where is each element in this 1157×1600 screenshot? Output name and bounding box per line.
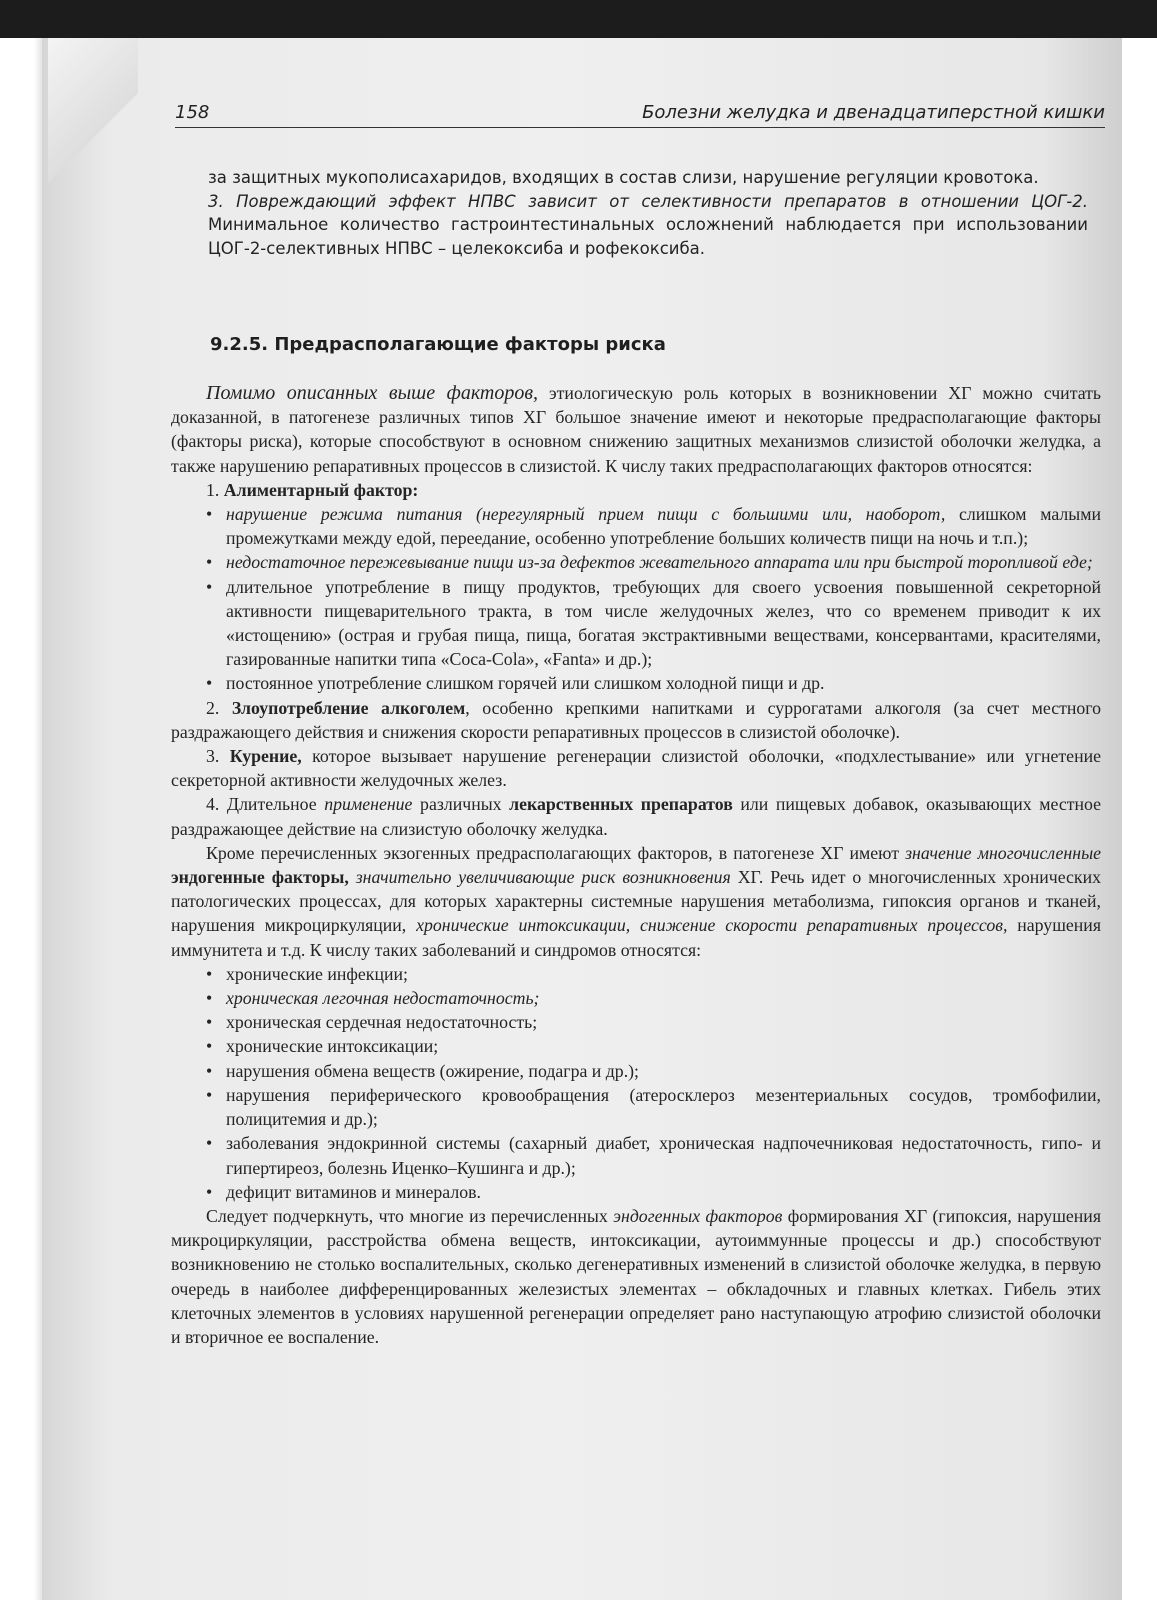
page-corner-fold [48, 38, 138, 188]
point-3 [208, 190, 1088, 261]
item-text: хронические инфекции; [226, 963, 408, 984]
bullet: • [206, 1060, 213, 1081]
item-text: слишком малыми промежутками между едой, переедание, особенно употребление больших количеств пищи на ночь и т.п.); [226, 504, 1101, 549]
endogenous-list [171, 962, 1101, 1204]
list-item [206, 1131, 1101, 1179]
endo-italic-3: хронические интоксикации, снижение скорости репаративных процессов, [416, 915, 1008, 936]
endo-italic-1: значение многочисленные [905, 842, 1101, 863]
factor-4-text: или пищевых добавок, оказывающих местное раздражающее действие на слизистую оболочку желудка. [171, 794, 1101, 839]
point-3-rest: Минимальное количество гастроинтестинальных осложнений наблюдается при использовании ЦОГ-2-селективных НПВС – целекоксиба и рофекоксиба. [208, 215, 1088, 258]
factor-3-number: 3. [206, 746, 230, 767]
factor-4-mid: различных [412, 794, 510, 815]
endo-bold: эндогенные факторы, [171, 867, 349, 888]
list-item [206, 550, 1101, 574]
factor-1-title: Алиментарный фактор: [223, 479, 419, 500]
factor-2-title: Злоупотребление алкоголем [231, 697, 466, 718]
continued-line: за защитных мукополисахаридов, входящих в состав слизи, нарушение регуляции кровотока. [208, 168, 1039, 187]
list-item [206, 1034, 1101, 1058]
list-item [206, 1180, 1101, 1204]
running-header [175, 101, 1105, 128]
item-text: недостаточное пережевывание пищи из-за дефектов жевательного аппарата или при быстрой торопливой еде; [226, 552, 1093, 573]
bullet: • [206, 504, 213, 525]
factor-2 [171, 696, 1101, 744]
bullet: • [206, 576, 213, 597]
endo-text-2: ХГ. Речь идет о многочисленных хронических патологических процессах, для которых характерны системные нарушения метаболизма, гипоксия органов и тканей, нарушения микроциркуляции, [171, 867, 1101, 936]
scan-right-margin [1122, 38, 1157, 1600]
factor-3-text: которое вызывает нарушение регенерации слизистой оболочки, «подхлестывание» или угнетение секреторной активности желудочных желез. [171, 746, 1101, 791]
continued-text [208, 166, 1088, 260]
factor-3 [171, 744, 1101, 792]
running-title: Болезни желудка и двенадцатиперстной кишки [642, 102, 1105, 123]
scan-left-margin [0, 38, 42, 1600]
main-text [171, 381, 1101, 1349]
page-number: 158 [175, 102, 210, 123]
list-item [206, 962, 1101, 986]
final-text-start: Следует подчеркнуть, что многие из перечисленных [206, 1205, 614, 1226]
factor-2-text: , особенно крепкими напитками и суррогатами алкоголя (за счет местного раздражающего действия и снижения скорости репаративных процессов в слизистой оболочке). [171, 697, 1101, 742]
factor-4 [171, 792, 1101, 840]
intro-lead: Помимо описанных выше факторов, [206, 382, 539, 404]
bullet: • [206, 552, 213, 573]
factor-3-title: Курение, [229, 746, 302, 767]
item-text: дефицит витаминов и минералов. [226, 1181, 481, 1202]
bullet: • [206, 1181, 213, 1202]
item-text: длительное употребление в пищу продуктов, требующих для своего усвоения повышенной секреторной активности пищеварительного тракта, в том числе желудочных желез, что со временем приводит к их «истощению» (острая и грубая пища, пища, богатая экстрактивными веществами, консервантами, красителями, газированные напитки типа «Coca-Cola», «Fanta» и др.); [226, 576, 1101, 670]
bullet: • [206, 1012, 213, 1033]
endo-text-1: Кроме перечисленных экзогенных предрасполагающих факторов, в патогенезе ХГ имеют [206, 842, 906, 863]
factor-4-start: 4. Длительное [206, 794, 325, 815]
final-paragraph [171, 1204, 1101, 1349]
bullet: • [206, 1036, 213, 1057]
bullet: • [206, 1133, 213, 1154]
bullet: • [206, 1084, 213, 1105]
item-text: заболевания эндокринной системы (сахарный диабет, хроническая надпочечниковая недостаточность, гипо- и гипертиреоз, болезнь Иценко–Кушинга и др.); [226, 1133, 1101, 1178]
factor-4-italic: применение [324, 794, 413, 815]
point-3-italic: 3. Повреждающий эффект НПВС зависит от селективности препаратов в отношении ЦОГ-2. [208, 191, 1088, 211]
item-text: нарушения обмена веществ (ожирение, подагра и др.); [226, 1060, 639, 1081]
endo-text-3: нарушения иммунитета и т.д. К числу таких заболеваний и синдромов относятся: [171, 915, 1101, 960]
list-item [206, 671, 1101, 695]
final-text-rest: формирования ХГ (гипоксия, нарушения микроциркуляции, расстройства обмена веществ, интоксикации, аутоиммунные процессы и др.) способствуют возникновению не столько воспалительных, сколько дегенеративных изменений в слизистой оболочке желудка, в первую очередь в наиболее дифференцированных железистых элементах – обкладочных и главных клетках. Гибель этих клеточных элементов в условиях нарушенной регенерации определяет рано наступающую атрофию слизистой оболочки и вторичное ее воспаление. [171, 1205, 1101, 1347]
list-item [206, 1010, 1101, 1034]
list-item [206, 1059, 1101, 1083]
factor-2-number: 2. [206, 697, 232, 718]
endogenous-paragraph [171, 841, 1101, 962]
bullet: • [206, 963, 213, 984]
factor-4-title: лекарственных препаратов [509, 794, 733, 815]
factor-1 [171, 478, 1101, 502]
bullet: • [206, 673, 213, 694]
item-text: хроническая сердечная недостаточность; [226, 1012, 538, 1033]
list-item [206, 502, 1101, 550]
item-text: хронические интоксикации; [226, 1036, 439, 1057]
item-text: постоянное употребление слишком горячей или слишком холодной пищи и др. [226, 673, 825, 694]
list-item [206, 1083, 1101, 1131]
intro-rest: этиологическую роль которых в возникновении ХГ можно считать доказанной, в патогенезе различных типов ХГ большое значение имеют и некоторые предрасполагающие факторы (факторы риска), которые способствуют в основном снижению защитных механизмов слизистой оболочки желудка, а также нарушению репаративных процессов в слизистой. К числу таких предрасполагающих факторов относятся: [171, 383, 1102, 476]
scan-top-border [0, 0, 1157, 38]
section-heading: 9.2.5. Предрасполагающие факторы риска [210, 334, 666, 355]
intro-paragraph [171, 381, 1101, 478]
item-text: нарушения периферического кровообращения (атеросклероз мезентериальных сосудов, тромбофилии, полицитемия и др.); [226, 1084, 1101, 1130]
list-item [206, 986, 1101, 1010]
item-text: нарушение режима питания (нерегулярный прием пищи с большими или, наоборот, [226, 504, 946, 525]
list-item [206, 575, 1101, 672]
factor-1-number: 1. [206, 479, 224, 500]
endo-italic-2: значительно увеличивающие риск возникновения [348, 867, 731, 888]
final-italic: эндогенных факторов [613, 1205, 783, 1226]
item-text: хроническая легочная недостаточность; [226, 988, 540, 1009]
bullet: • [206, 988, 213, 1009]
